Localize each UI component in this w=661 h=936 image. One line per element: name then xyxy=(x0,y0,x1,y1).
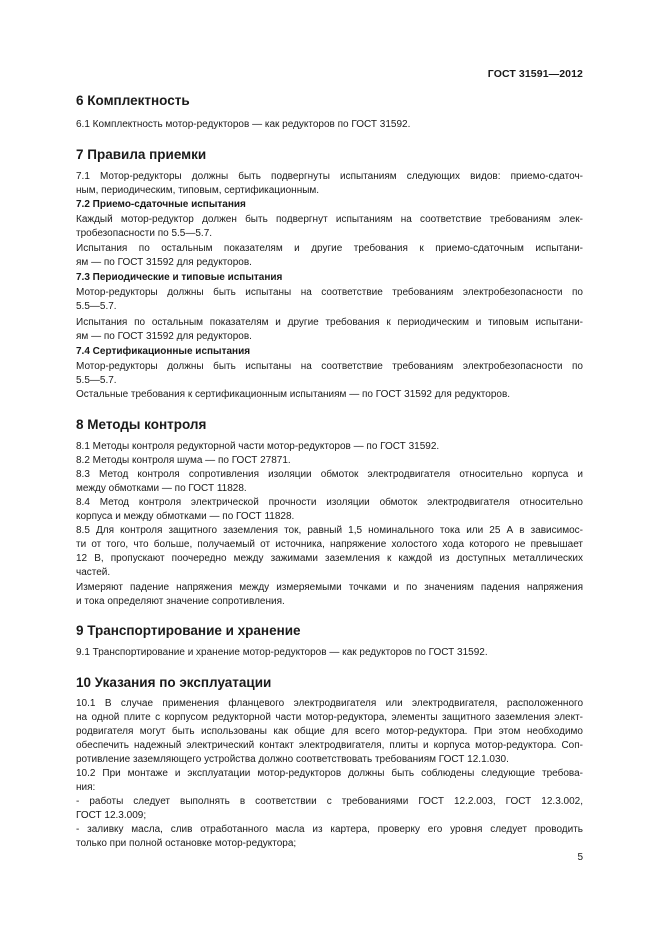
section-10-2-line2: ния: xyxy=(76,782,96,793)
section-8-5-line4: частей. xyxy=(76,567,111,578)
section-10-1-line1: 10.1 В случае применения фланцевого электродвигателя или электродвигателя, расположенного xyxy=(76,698,583,709)
section-7-title: 7 Правила приемки xyxy=(76,147,207,162)
section-7-2-para2-line2: ям — по ГОСТ 31592 для редукторов. xyxy=(76,257,252,268)
section-8-title: 8 Методы контроля xyxy=(76,417,207,432)
section-8-3-line1: 8.3 Метод контроля сопротивления изоляции обмоток электродвигателя относительно корпуса и xyxy=(76,469,583,480)
section-10-1-line4: обеспечить надежный электрический контакт электродвигателя, плиты и корпуса мотор-редуктора. Соп- xyxy=(76,740,583,751)
section-7-4-para1-line1: Мотор-редукторы должны быть испытаны на соответствие требованиям электробезопасности по xyxy=(76,361,583,372)
section-10-1-line3: родвигателя могут быть использованы как общие для всего мотор-редуктора. При этом необходимо xyxy=(76,726,583,737)
section-7-1-line1: 7.1 Мотор-редукторы должны быть подвергнуты испытаниям следующих видов: приемо-сдаточ- xyxy=(76,171,583,182)
section-6-title: 6 Комплектность xyxy=(76,93,190,108)
section-8-4-line2: корпуса и между обмотками — по ГОСТ 11828. xyxy=(76,511,295,522)
section-8-3-line2: между обмотками — по ГОСТ 11828. xyxy=(76,483,247,494)
section-10-2-item2-line2: только при полной остановке мотор-редуктора; xyxy=(76,838,297,849)
section-8-5-line1: 8.5 Для контроля защитного заземления ток, равный 1,5 номинального тока или 25 А в зависимос- xyxy=(76,525,583,536)
section-10-title: 10 Указания по эксплуатации xyxy=(76,675,272,690)
section-7-4-title: 7.4 Сертификационные испытания xyxy=(76,346,251,357)
section-8-5-line2: ти от того, что больше, получаемый от источника, напряжение холостого хода которого не превышает xyxy=(76,539,583,550)
section-7-2-para1-line2: тробезопасности по 5.5—5.7. xyxy=(76,228,213,239)
section-8-1-text: 8.1 Методы контроля редукторной части мотор-редукторов — по ГОСТ 31592. xyxy=(76,441,440,452)
section-7-4-para1-line2: 5.5—5.7. xyxy=(76,375,117,386)
section-7-3-para1-line1: Мотор-редукторы должны быть испытаны на соответствие требованиям электробезопасности по xyxy=(76,287,583,298)
section-7-3-para1-line2: 5.5—5.7. xyxy=(76,301,117,312)
section-10-1-line2: на одной плите с корпусом редукторной части мотор-редуктора, элементы защитного заземления элект- xyxy=(76,712,583,723)
section-8-6-line2: и тока определяют значение сопротивления. xyxy=(76,596,285,607)
section-7-3-para2-line1: Испытания по остальным показателям и другие требования к периодическим и типовым испытани- xyxy=(76,317,583,328)
standard-code-header: ГОСТ 31591—2012 xyxy=(487,68,583,80)
section-8-6-line1: Измеряют падение напряжения между измеряемыми точками и по значениям падения напряжения xyxy=(76,582,583,593)
section-7-4-para2: Остальные требования к сертификационным испытаниям — по ГОСТ 31592 для редукторов. xyxy=(76,389,511,400)
section-10-2-item1-line1: - работы следует выполнять в соответствии с требованиями ГОСТ 12.2.003, ГОСТ 12.3.002, xyxy=(76,796,583,807)
section-7-1-line2: ным, периодическим, типовым, сертификационным. xyxy=(76,185,320,196)
section-10-2-item2-line1: - заливку масла, слив отработанного масла из картера, проверку его уровня следует проводить xyxy=(76,824,583,835)
section-10-1-line5: ротивление заземляющего устройства должно соответствовать требованиям ГОСТ 12.1.030. xyxy=(76,754,509,765)
section-10-2-item1-line2: ГОСТ 12.3.009; xyxy=(76,810,147,821)
section-8-2-text: 8.2 Методы контроля шума — по ГОСТ 27871. xyxy=(76,455,291,466)
section-7-3-title: 7.3 Периодические и типовые испытания xyxy=(76,272,283,283)
section-9-1-text: 9.1 Транспортирование и хранение мотор-редукторов — как редукторов по ГОСТ 31592. xyxy=(76,647,488,658)
section-8-4-line1: 8.4 Метод контроля электрической прочности изоляции обмоток электродвигателя относительно xyxy=(76,497,583,508)
section-7-3-para2-line2: ям — по ГОСТ 31592 для редукторов. xyxy=(76,331,252,342)
section-6-1-text: 6.1 Комплектность мотор-редукторов — как редукторов по ГОСТ 31592. xyxy=(76,119,411,130)
section-7-2-para1-line1: Каждый мотор-редуктор должен быть подвергнут испытаниям на соответствие требованиям элек- xyxy=(76,214,583,225)
section-7-2-title: 7.2 Приемо-сдаточные испытания xyxy=(76,199,246,210)
page-number: 5 xyxy=(577,852,583,863)
section-8-5-line3: 12 В, пропускают поочередно между зажимами заземления к каждой из доступных металлических xyxy=(76,553,583,564)
section-7-2-para2-line1: Испытания по остальным показателям и другие требования к приемо-сдаточным испытани- xyxy=(76,243,583,254)
section-10-2-line1: 10.2 При монтаже и эксплуатации мотор-редукторов должны быть соблюдены следующие требова- xyxy=(76,768,583,779)
section-9-title: 9 Транспортирование и хранение xyxy=(76,623,301,638)
